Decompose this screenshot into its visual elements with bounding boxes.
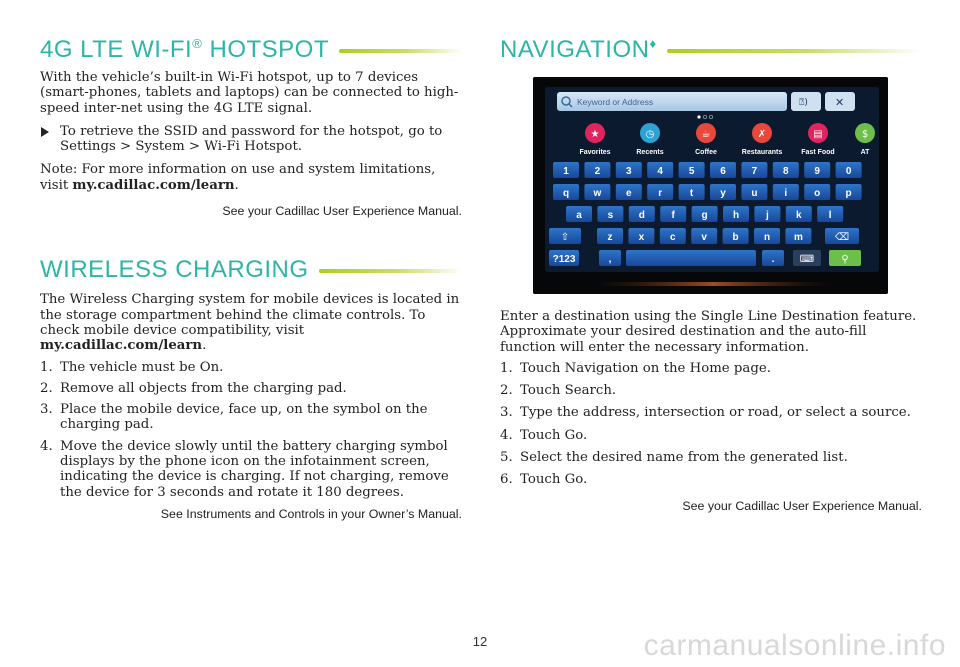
keyboard-key[interactable]	[804, 162, 830, 178]
infotainment-screen	[533, 77, 888, 294]
svg-text:9: 9	[814, 166, 820, 177]
list-item	[500, 383, 922, 398]
svg-text:,: ,	[608, 254, 612, 265]
svg-text:y: y	[720, 188, 726, 199]
keyboard-key[interactable]	[723, 228, 749, 244]
keyboard-key[interactable]	[793, 250, 821, 266]
step-number: 2.	[40, 380, 53, 396]
keyboard-key[interactable]	[553, 162, 579, 178]
category-label: Favorites	[579, 149, 611, 156]
svg-text:b: b	[732, 232, 739, 243]
keyboard-key[interactable]	[626, 250, 756, 266]
keyboard-key[interactable]	[584, 162, 610, 178]
svg-text:e: e	[626, 188, 632, 199]
backspace-icon: ⌫	[834, 232, 850, 243]
list-item	[40, 402, 462, 433]
keyboard-key[interactable]	[741, 162, 767, 178]
step-text: The vehicle must be On.	[60, 359, 224, 375]
svg-text:2: 2	[594, 166, 601, 177]
svg-text:v: v	[701, 232, 707, 243]
category-label: AT	[860, 149, 870, 156]
step-text: Remove all objects from the charging pad.	[60, 380, 347, 396]
keyboard-key[interactable]	[762, 250, 784, 266]
svg-text:8: 8	[783, 166, 789, 177]
step-number: 1.	[500, 360, 513, 376]
list-item	[40, 360, 462, 375]
svg-text:0: 0	[845, 166, 852, 177]
hotspot-bullet	[40, 124, 462, 155]
keyboard-key[interactable]	[616, 162, 642, 178]
keyboard-key[interactable]	[710, 162, 736, 178]
svg-text:▤: ▤	[813, 129, 823, 140]
navigation-intro: Enter a destination using the Single Line Destination feature. Approximate your desired destination and the auto-fill function will enter the necessary information.	[500, 309, 917, 355]
hotspot-note: Note: For more information on use and system limitations, visit my.cadillac.com/learn.	[40, 162, 436, 193]
keyboard-key[interactable]	[647, 184, 673, 200]
wireless-heading	[40, 254, 462, 286]
category-label: Coffee	[695, 149, 717, 156]
hotspot-heading	[40, 34, 462, 66]
step-text: Select the desired name from the generated list.	[520, 450, 848, 466]
step-number: 6.	[500, 472, 513, 488]
svg-text:m: m	[793, 232, 803, 243]
keyboard-key[interactable]	[754, 206, 780, 222]
hotspot-intro: With the vehicle’s built-in Wi-Fi hotspot, up to 7 devices (smart-phones, tablets and laptops) can be connected to high-speed inter-net using the 4G LTE signal.	[40, 70, 459, 116]
keyboard-key[interactable]	[628, 228, 654, 244]
svg-text:c: c	[670, 232, 676, 243]
list-item	[40, 439, 462, 500]
keyboard-key[interactable]	[836, 184, 862, 200]
svg-text:f: f	[671, 210, 675, 221]
navigation-body	[500, 309, 922, 514]
close-icon: ✕	[835, 96, 845, 109]
svg-text:.: .	[771, 254, 775, 265]
list-item	[500, 405, 922, 420]
hotspot-bullet-text: To retrieve the SSID and password for the hotspot, go to Settings > System > Wi-Fi Hotspot.	[60, 123, 443, 155]
svg-text:1: 1	[563, 166, 569, 177]
voice-icon: ⍰)	[799, 98, 808, 108]
svg-text:r: r	[658, 188, 663, 199]
keyboard-key[interactable]	[679, 162, 705, 178]
step-text: Move the device slowly until the battery charging symbol displays by the phone icon on the infotainment screen, indicating the device is charging. If not charging, remove the device for 3 seconds and rotate it 180 degrees.	[60, 438, 449, 500]
keyboard-key[interactable]	[741, 184, 767, 200]
svg-text:3: 3	[626, 166, 632, 177]
svg-text:✗: ✗	[757, 129, 767, 140]
navigation-reference: See your Cadillac User Experience Manual.	[682, 498, 922, 513]
svg-text:n: n	[763, 232, 771, 243]
wireless-steps	[40, 360, 462, 500]
keyboard-key[interactable]	[785, 228, 811, 244]
svg-text:$: $	[861, 129, 869, 140]
keyboard-key[interactable]	[647, 162, 673, 178]
wireless-reference: See Instruments and Controls in your Owner’s Manual.	[160, 506, 462, 521]
step-number: 1.	[40, 359, 53, 375]
step-text: Touch Search.	[520, 383, 617, 399]
navigation-screen-photo	[533, 77, 888, 294]
list-item	[500, 428, 922, 443]
keyboard-icon: ⌨	[799, 254, 815, 265]
keyboard-key[interactable]	[710, 184, 736, 200]
svg-text:d: d	[638, 210, 645, 221]
keyboard-key[interactable]	[549, 228, 581, 244]
list-item	[40, 381, 462, 396]
svg-text:q: q	[562, 188, 570, 199]
svg-text:t: t	[689, 188, 694, 199]
keyboard-key[interactable]	[723, 206, 749, 222]
keyboard-key[interactable]	[786, 206, 812, 222]
step-number: 2.	[500, 383, 513, 399]
left-column	[40, 34, 462, 522]
svg-text:☕: ☕	[701, 129, 711, 140]
list-item	[500, 450, 922, 465]
hotspot-link[interactable]: my.cadillac.com/learn	[72, 177, 235, 193]
step-number: 4.	[40, 438, 53, 454]
step-text: Touch Navigation on the Home page.	[520, 360, 771, 376]
wireless-intro: The Wireless Charging system for mobile devices is located in the storage compartment behind the climate controls. To check mobile device compatibility, visit my.cadillac.com/learn.	[40, 292, 460, 354]
keyboard-key[interactable]	[597, 228, 623, 244]
svg-text:?123: ?123	[552, 254, 576, 265]
step-text: Place the mobile device, face up, on the symbol on the charging pad.	[60, 402, 428, 433]
bullet-arrow-icon	[41, 127, 49, 137]
keyboard-key[interactable]	[692, 206, 718, 222]
keyboard-key[interactable]	[679, 184, 705, 200]
diamond-icon: ♦	[649, 36, 657, 51]
svg-text:l: l	[828, 210, 832, 221]
keyboard-key[interactable]	[599, 250, 621, 266]
heading-rule	[319, 269, 462, 273]
list-item	[500, 361, 922, 376]
svg-text:h: h	[732, 210, 740, 221]
keyboard-key[interactable]	[584, 184, 610, 200]
keyboard-key[interactable]	[804, 184, 830, 200]
step-number: 5.	[500, 450, 513, 466]
page-number: 12	[472, 634, 488, 649]
svg-text:p: p	[845, 188, 852, 199]
right-column	[500, 34, 922, 66]
step-number: 3.	[500, 405, 513, 421]
keyboard-key[interactable]	[549, 250, 579, 266]
hotspot-title: 4G LTE WI-FI® HOTSPOT	[40, 36, 329, 63]
keyboard-key[interactable]	[829, 250, 861, 266]
step-text: Touch Go.	[520, 472, 588, 488]
search-placeholder: Keyword or Address	[577, 97, 654, 107]
step-text: Touch Go.	[520, 427, 588, 443]
keyboard-key[interactable]	[836, 162, 862, 178]
keyboard-key[interactable]	[825, 228, 859, 244]
list-item	[500, 472, 922, 487]
svg-text:w: w	[593, 188, 602, 199]
keyboard-key[interactable]	[660, 206, 686, 222]
svg-text:i: i	[784, 188, 788, 199]
keyboard-key[interactable]	[597, 206, 623, 222]
svg-text:k: k	[796, 210, 802, 221]
wireless-title: WIRELESS CHARGING	[40, 256, 309, 284]
keyboard-key[interactable]	[773, 184, 799, 200]
navigation-title: NAVIGATION♦	[500, 36, 657, 63]
svg-text:7: 7	[751, 166, 758, 177]
svg-text:a: a	[576, 210, 582, 221]
keyboard-key[interactable]	[660, 228, 686, 244]
shift-icon: ⇧	[560, 232, 570, 243]
keyboard-key[interactable]	[629, 206, 655, 222]
svg-text:u: u	[751, 188, 758, 199]
svg-text:★: ★	[590, 129, 600, 140]
svg-text:z: z	[607, 232, 613, 243]
svg-text:5: 5	[688, 166, 695, 177]
wireless-link[interactable]: my.cadillac.com/learn	[40, 338, 203, 354]
step-text: Type the address, intersection or road, or select a source.	[520, 405, 911, 421]
navigation-heading	[500, 34, 922, 66]
watermark: carmanualsonline.info	[643, 629, 946, 662]
svg-text:g: g	[701, 210, 708, 221]
keyboard-key[interactable]	[553, 184, 579, 200]
svg-text:◷: ◷	[645, 129, 655, 140]
svg-text:j: j	[766, 210, 769, 221]
svg-text:s: s	[607, 210, 614, 221]
svg-text:o: o	[814, 188, 821, 199]
svg-text:x: x	[638, 232, 645, 243]
heading-rule	[339, 49, 462, 53]
svg-text:4: 4	[657, 166, 663, 177]
keyboard-key[interactable]	[754, 228, 780, 244]
svg-text:6: 6	[720, 166, 726, 177]
category-label: Recents	[636, 149, 664, 156]
keyboard-key[interactable]	[817, 206, 843, 222]
step-number: 4.	[500, 427, 513, 443]
hotspot-reference: See your Cadillac User Experience Manual.	[222, 204, 462, 219]
keyboard-key[interactable]	[773, 162, 799, 178]
category-label: Restaurants	[741, 149, 783, 156]
step-number: 3.	[40, 402, 53, 418]
keyboard-key[interactable]	[616, 184, 642, 200]
keyboard-key[interactable]	[691, 228, 717, 244]
heading-rule	[667, 49, 922, 53]
keyboard-key[interactable]	[566, 206, 592, 222]
navigation-steps	[500, 361, 922, 488]
search-icon: ⚲	[841, 254, 849, 265]
category-label: Fast Food	[801, 149, 835, 156]
